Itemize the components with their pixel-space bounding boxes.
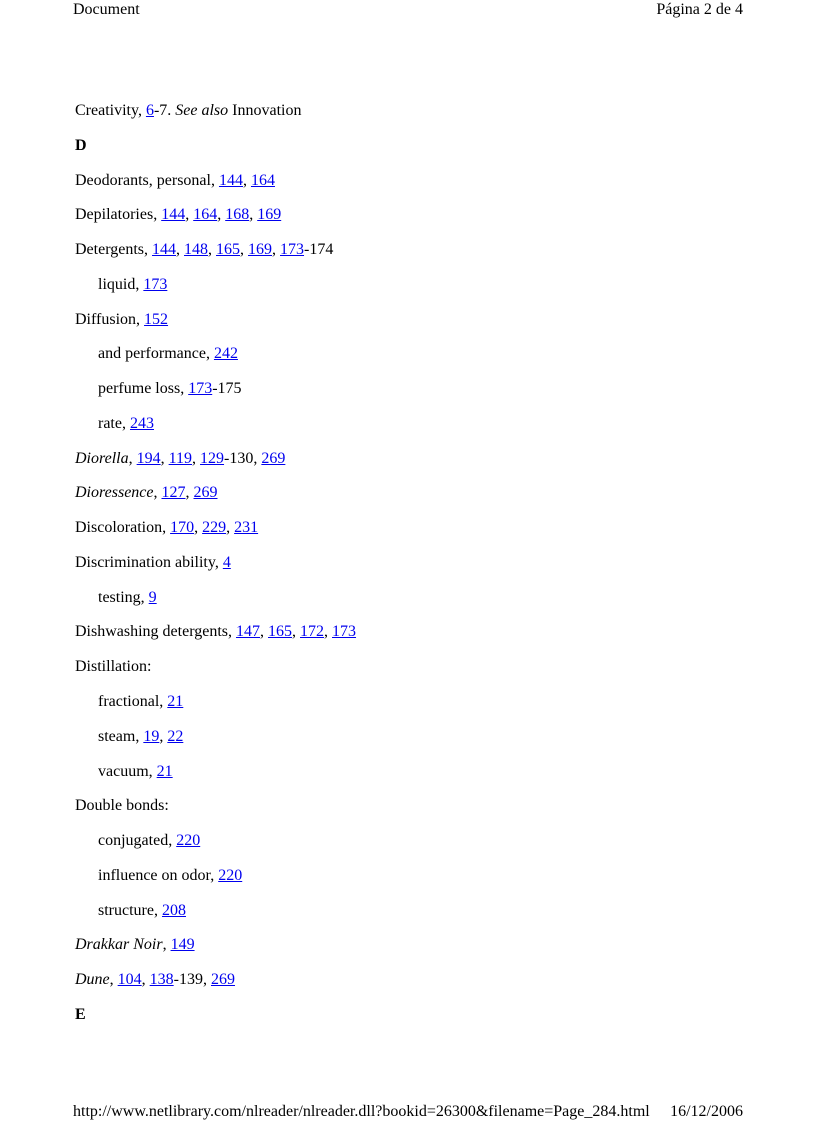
- entry-text: ,: [260, 623, 269, 641]
- index-subentry: [75, 414, 755, 449]
- page-link[interactable]: 164: [250, 171, 275, 189]
- entry-text: ,: [153, 484, 162, 502]
- entry-text: Depilatories,: [75, 206, 162, 224]
- page-link[interactable]: 173: [280, 241, 305, 259]
- entry-text: ,: [194, 519, 203, 537]
- index-subentry: [75, 588, 755, 623]
- page-link[interactable]: 149: [170, 936, 195, 954]
- page-link[interactable]: 168: [225, 206, 250, 224]
- entry-text: ,: [324, 623, 333, 641]
- page-link[interactable]: 22: [167, 727, 184, 745]
- index-entry: [75, 449, 755, 484]
- entry-text: E: [75, 1005, 86, 1023]
- entry-text: Creativity,: [75, 102, 146, 119]
- index-subentry: [75, 866, 755, 901]
- entry-text: ,: [292, 623, 301, 641]
- entry-text: -7.: [153, 102, 176, 119]
- italic-title-text: See also: [175, 102, 229, 119]
- index-entries: [75, 101, 755, 1025]
- index-letter-heading: [75, 136, 755, 171]
- index-entry: [75, 796, 755, 831]
- page-link[interactable]: 208: [161, 901, 186, 919]
- index-entry: [75, 970, 755, 1005]
- page-link[interactable]: 119: [168, 449, 193, 467]
- page-link[interactable]: 129: [200, 449, 225, 467]
- italic-title-text: Diorella: [75, 449, 129, 467]
- entry-text: rate,: [98, 414, 130, 432]
- page-link[interactable]: 164: [193, 206, 218, 224]
- page-link[interactable]: 9: [148, 588, 157, 606]
- index-subentry: [75, 379, 755, 414]
- entry-text: Innovation: [228, 102, 302, 119]
- entry-text: ,: [217, 206, 226, 224]
- entry-text: fractional,: [98, 693, 168, 711]
- page-link[interactable]: 6: [145, 102, 154, 119]
- entry-text: ,: [159, 727, 168, 745]
- page-link[interactable]: 165: [216, 241, 241, 259]
- entry-text: ,: [176, 241, 185, 259]
- index-entry: [75, 171, 755, 206]
- page-link[interactable]: 269: [193, 484, 218, 502]
- page-link[interactable]: 169: [257, 206, 282, 224]
- index-entry: [75, 657, 755, 692]
- header-document-title: Document: [73, 1, 140, 18]
- entry-text: ,: [128, 449, 137, 467]
- entry-text: D: [75, 136, 87, 154]
- index-entry: [75, 240, 755, 275]
- italic-title-text: Dioressence: [75, 484, 154, 502]
- index-subentry: [75, 901, 755, 936]
- entry-text: Deodorants, personal,: [75, 171, 219, 189]
- page-link[interactable]: 231: [234, 519, 259, 537]
- entry-text: ,: [185, 484, 194, 502]
- page-link[interactable]: 172: [300, 623, 325, 641]
- index-letter-heading: [75, 1005, 755, 1025]
- index-subentry: [75, 727, 755, 762]
- entry-text: testing,: [98, 588, 149, 606]
- entry-text: perfume loss,: [98, 380, 189, 398]
- entry-text: -130,: [224, 449, 262, 467]
- page-link[interactable]: 173: [332, 623, 357, 641]
- index-entry: [75, 935, 755, 970]
- entry-text: Distillation:: [75, 658, 152, 676]
- entry-text: ,: [109, 971, 118, 989]
- index-subentry: [75, 344, 755, 379]
- entry-text: ,: [272, 241, 281, 259]
- page-link[interactable]: 194: [136, 449, 161, 467]
- page-link[interactable]: 21: [167, 693, 184, 711]
- page-link[interactable]: 220: [218, 866, 243, 884]
- index-subentry: [75, 275, 755, 310]
- entry-text: influence on odor,: [98, 866, 219, 884]
- page-link[interactable]: 165: [268, 623, 293, 641]
- footer-date: 16/12/2006: [670, 1103, 743, 1120]
- page-link[interactable]: 144: [161, 206, 186, 224]
- index-entry: [75, 622, 755, 657]
- index-subentry: [75, 692, 755, 727]
- index-entry: [75, 101, 755, 136]
- page-link[interactable]: 169: [248, 241, 273, 259]
- entry-text: Diffusion,: [75, 310, 145, 328]
- entry-text: liquid,: [98, 275, 144, 293]
- page-link[interactable]: 19: [143, 727, 160, 745]
- entry-text: ,: [192, 449, 201, 467]
- index-entry: [75, 483, 755, 518]
- entry-text: -139,: [173, 971, 211, 989]
- entry-text: -174: [304, 241, 334, 259]
- page-link[interactable]: 242: [213, 345, 238, 363]
- entry-text: Discrimination ability,: [75, 553, 223, 571]
- entry-text: Discoloration,: [75, 519, 171, 537]
- page-link[interactable]: 170: [170, 519, 195, 537]
- page-link[interactable]: 173: [188, 380, 213, 398]
- entry-text: ,: [242, 171, 251, 189]
- entry-text: ,: [160, 449, 169, 467]
- italic-title-text: Drakkar Noir: [75, 936, 163, 954]
- page-link[interactable]: 229: [202, 519, 227, 537]
- entry-text: vacuum,: [98, 762, 157, 780]
- index-entry: [75, 518, 755, 553]
- entry-text: ,: [249, 206, 258, 224]
- index-entry: [75, 310, 755, 345]
- index-subentry: [75, 831, 755, 866]
- italic-title-text: Dune: [75, 971, 110, 989]
- entry-text: conjugated,: [98, 832, 177, 850]
- header-page-number: Página 2 de 4: [656, 1, 743, 18]
- entry-text: structure,: [98, 901, 162, 919]
- entry-text: ,: [141, 971, 150, 989]
- page-link[interactable]: 4: [222, 553, 231, 571]
- page-link[interactable]: 269: [210, 971, 235, 989]
- entry-text: steam,: [98, 727, 144, 745]
- footer-url: http://www.netlibrary.com/nlreader/nlreader.dll?bookid=26300&filename=Page_284.html: [73, 1103, 650, 1120]
- index-entry: [75, 553, 755, 588]
- page-link[interactable]: 104: [117, 971, 142, 989]
- entry-text: Detergents,: [75, 241, 153, 259]
- entry-text: ,: [240, 241, 249, 259]
- page-link[interactable]: 220: [176, 832, 201, 850]
- page-link[interactable]: 243: [129, 414, 154, 432]
- entry-text: ,: [185, 206, 194, 224]
- page-link[interactable]: 148: [184, 241, 209, 259]
- page-link[interactable]: 144: [218, 171, 243, 189]
- index-subentry: [75, 762, 755, 797]
- entry-text: ,: [162, 936, 171, 954]
- entry-text: ,: [208, 241, 217, 259]
- page-link[interactable]: 173: [143, 275, 168, 293]
- entry-text: and performance,: [98, 345, 214, 363]
- page-link[interactable]: 21: [156, 762, 173, 780]
- page-link[interactable]: 138: [149, 971, 174, 989]
- page-link[interactable]: 127: [161, 484, 186, 502]
- page-link[interactable]: 269: [261, 449, 286, 467]
- entry-text: -175: [212, 380, 242, 398]
- entry-text: Dishwashing detergents,: [75, 623, 237, 641]
- page-link[interactable]: 152: [144, 310, 169, 328]
- page-link[interactable]: 147: [236, 623, 261, 641]
- entry-text: Double bonds:: [75, 797, 169, 815]
- index-entry: [75, 205, 755, 240]
- entry-text: ,: [226, 519, 235, 537]
- page-link[interactable]: 144: [152, 241, 177, 259]
